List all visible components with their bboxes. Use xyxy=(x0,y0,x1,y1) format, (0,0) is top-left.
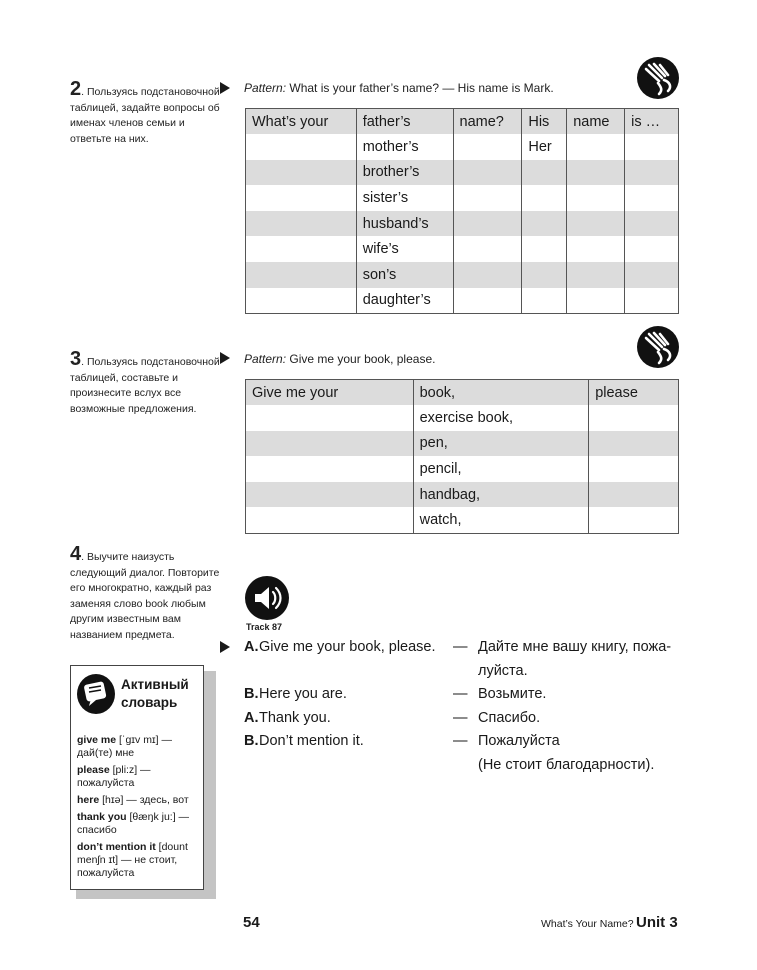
vocab-translation: [ˈgɪv mɪ] — дай(те) мне xyxy=(77,734,173,759)
vocab-title xyxy=(121,676,189,712)
table-cell xyxy=(589,405,679,431)
table-cell xyxy=(567,160,625,186)
table-cell xyxy=(625,262,679,288)
table-cell: brother’s xyxy=(356,160,453,186)
table-cell: father’s xyxy=(356,109,453,135)
table-row xyxy=(246,380,679,406)
table-row xyxy=(246,262,679,288)
table-cell xyxy=(246,262,357,288)
table-cell: pencil, xyxy=(413,456,589,482)
table-cell xyxy=(453,134,522,160)
dialog-russian: Возьмите. xyxy=(478,686,547,702)
table-row xyxy=(246,236,679,262)
table-cell xyxy=(522,288,567,314)
ex3-instruction xyxy=(70,350,220,417)
ex4-instruction xyxy=(70,545,220,643)
vocab-word: thank you xyxy=(77,811,127,823)
ex2-instruction-text: . Пользуясь подстановочной таблицей, задайте вопросы об именах членов семьи и ответьте на них. xyxy=(70,86,220,145)
table-cell xyxy=(246,288,357,314)
table-cell xyxy=(522,262,567,288)
table-cell xyxy=(589,431,679,457)
table-cell xyxy=(246,482,414,508)
dialog-speaker: B. xyxy=(244,686,259,702)
ex2-number: 2 xyxy=(70,78,82,100)
ex3-instruction-text: . Пользуясь подстановочной таблицей, составьте и произнесите вслух все возможные предложения. xyxy=(70,356,220,415)
table-cell xyxy=(246,160,357,186)
table-cell xyxy=(246,185,357,211)
table-cell: Give me your xyxy=(246,380,414,406)
table-cell: mother’s xyxy=(356,134,453,160)
vocab-entries xyxy=(77,734,205,884)
dialog-dash: — xyxy=(453,709,468,726)
audio-speaker-icon[interactable] xyxy=(245,576,289,620)
table-cell xyxy=(567,134,625,160)
table-row xyxy=(246,134,679,160)
table-cell xyxy=(625,160,679,186)
table-row xyxy=(246,507,679,533)
vocab-entry xyxy=(77,734,205,760)
vocab-translation: [θæŋk ju:] — спасибо xyxy=(77,811,190,836)
table-cell: His xyxy=(522,109,567,135)
table-cell xyxy=(453,262,522,288)
dialog-speaker: A. xyxy=(244,639,259,655)
table-cell: husband’s xyxy=(356,211,453,237)
table-cell xyxy=(453,236,522,262)
active-vocabulary-box xyxy=(70,665,204,890)
table-cell xyxy=(246,431,414,457)
table-cell xyxy=(625,134,679,160)
table-cell: is … xyxy=(625,109,679,135)
table-cell: watch, xyxy=(413,507,589,533)
page-number: 54 xyxy=(243,914,260,931)
ex4-arrow-icon xyxy=(220,641,230,653)
ex2-arrow-icon xyxy=(220,82,230,94)
dialog-english: Here you are. xyxy=(259,686,347,702)
ex2-pattern-text: What is your father’s name? — His name is Mark. xyxy=(289,81,554,95)
table-cell xyxy=(567,236,625,262)
vocab-word: here xyxy=(77,794,100,806)
ex2-substitution-table xyxy=(245,108,679,314)
speech-bubble-icon xyxy=(77,674,115,714)
ex3-arrow-icon xyxy=(220,352,230,364)
ex2-instruction xyxy=(70,80,220,147)
table-row xyxy=(246,185,679,211)
running-title: What’s Your Name? xyxy=(541,918,634,930)
table-cell xyxy=(522,160,567,186)
table-row xyxy=(246,211,679,237)
table-cell xyxy=(567,262,625,288)
ex3-pattern xyxy=(244,352,435,366)
table-row xyxy=(246,482,679,508)
table-cell xyxy=(246,211,357,237)
table-cell xyxy=(522,211,567,237)
table-cell xyxy=(246,456,414,482)
dialog-dash: — xyxy=(453,733,468,749)
table-row xyxy=(246,109,679,135)
table-cell xyxy=(589,507,679,533)
dialog xyxy=(244,636,684,777)
table-cell xyxy=(589,482,679,508)
dialog-dash: — xyxy=(453,686,468,702)
ex4-instruction-text: . Выучите наизусть следующий диалог. Повторите его многократно, каждый раз заменяя слово book любым другим известным вам названием предмета. xyxy=(70,551,220,641)
table-cell xyxy=(246,507,414,533)
table-row xyxy=(246,288,679,314)
dialog-speaker: B. xyxy=(244,733,259,749)
table-cell: handbag, xyxy=(413,482,589,508)
table-cell: daughter’s xyxy=(356,288,453,314)
table-cell: book, xyxy=(413,380,589,406)
dialog-english: Don’t mention it. xyxy=(259,733,364,749)
vocab-entry xyxy=(77,764,205,790)
dialog-line xyxy=(244,730,684,754)
vocab-entry xyxy=(77,841,205,880)
table-cell xyxy=(453,288,522,314)
vocab-word: don’t mention it xyxy=(77,841,156,853)
ex3-substitution-table xyxy=(245,379,679,534)
table-cell xyxy=(625,211,679,237)
vocab-translation: [pli:z] — пожалуйста xyxy=(77,764,151,789)
dialog-russian: Спасибо. xyxy=(478,709,541,726)
table-cell: What’s your xyxy=(246,109,357,135)
vocab-translation: [hɪə] — здесь, вот xyxy=(102,794,189,806)
table-cell xyxy=(522,185,567,211)
table-row xyxy=(246,405,679,431)
table-cell: son’s xyxy=(356,262,453,288)
track-label: Track 87 xyxy=(246,622,283,632)
table-cell: wife’s xyxy=(356,236,453,262)
dialog-line xyxy=(244,660,684,684)
vocab-translation: [dount menʃn ɪt] — не стоит, пожалуйста xyxy=(77,841,188,879)
table-cell xyxy=(522,236,567,262)
dialog-russian: луйста. xyxy=(478,662,528,679)
speaking-hand-icon xyxy=(637,326,679,368)
dialog-speaker: A. xyxy=(244,709,259,726)
ex2-pattern-label: Pattern: xyxy=(244,81,287,95)
table-cell xyxy=(246,405,414,431)
dialog-russian: Пожалуйста xyxy=(478,733,560,749)
unit-label: Unit 3 xyxy=(636,914,678,931)
ex3-pattern-label: Pattern: xyxy=(244,352,287,366)
table-cell xyxy=(567,288,625,314)
dialog-line xyxy=(244,636,684,660)
ex3-number: 3 xyxy=(70,348,82,370)
ex3-pattern-text: Give me your book, please. xyxy=(289,352,436,366)
vocab-word: please xyxy=(77,764,110,776)
table-row xyxy=(246,431,679,457)
table-cell xyxy=(453,211,522,237)
vocab-entry xyxy=(77,794,205,807)
table-cell: please xyxy=(589,380,679,406)
dialog-russian: Дайте мне вашу книгу, пожа- xyxy=(478,639,672,655)
table-cell xyxy=(246,134,357,160)
table-cell xyxy=(453,185,522,211)
table-cell: pen, xyxy=(413,431,589,457)
table-cell xyxy=(246,236,357,262)
table-cell xyxy=(567,185,625,211)
table-cell: name xyxy=(567,109,625,135)
table-cell xyxy=(589,456,679,482)
table-cell: exercise book, xyxy=(413,405,589,431)
dialog-russian: (Не стоит благодарности). xyxy=(478,756,655,773)
dialog-english: Give me your book, please. xyxy=(259,639,436,655)
ex2-pattern xyxy=(244,81,554,95)
dialog-line xyxy=(244,754,684,778)
vocab-entry xyxy=(77,811,205,837)
vocab-title-line2: словарь xyxy=(121,695,178,710)
table-row xyxy=(246,456,679,482)
table-cell: sister’s xyxy=(356,185,453,211)
dialog-english: Thank you. xyxy=(259,709,331,726)
table-cell xyxy=(625,236,679,262)
table-cell xyxy=(453,160,522,186)
speaking-hand-icon xyxy=(637,57,679,99)
vocab-title-line1: Активный xyxy=(121,677,189,692)
table-cell xyxy=(625,185,679,211)
vocab-word: give me xyxy=(77,734,117,746)
table-cell xyxy=(625,288,679,314)
table-row xyxy=(246,160,679,186)
table-cell: Her xyxy=(522,134,567,160)
dialog-dash: — xyxy=(453,639,468,655)
table-cell: name? xyxy=(453,109,522,135)
dialog-line xyxy=(244,683,684,707)
table-cell xyxy=(567,211,625,237)
dialog-line xyxy=(244,707,684,731)
ex4-number: 4 xyxy=(70,543,82,565)
